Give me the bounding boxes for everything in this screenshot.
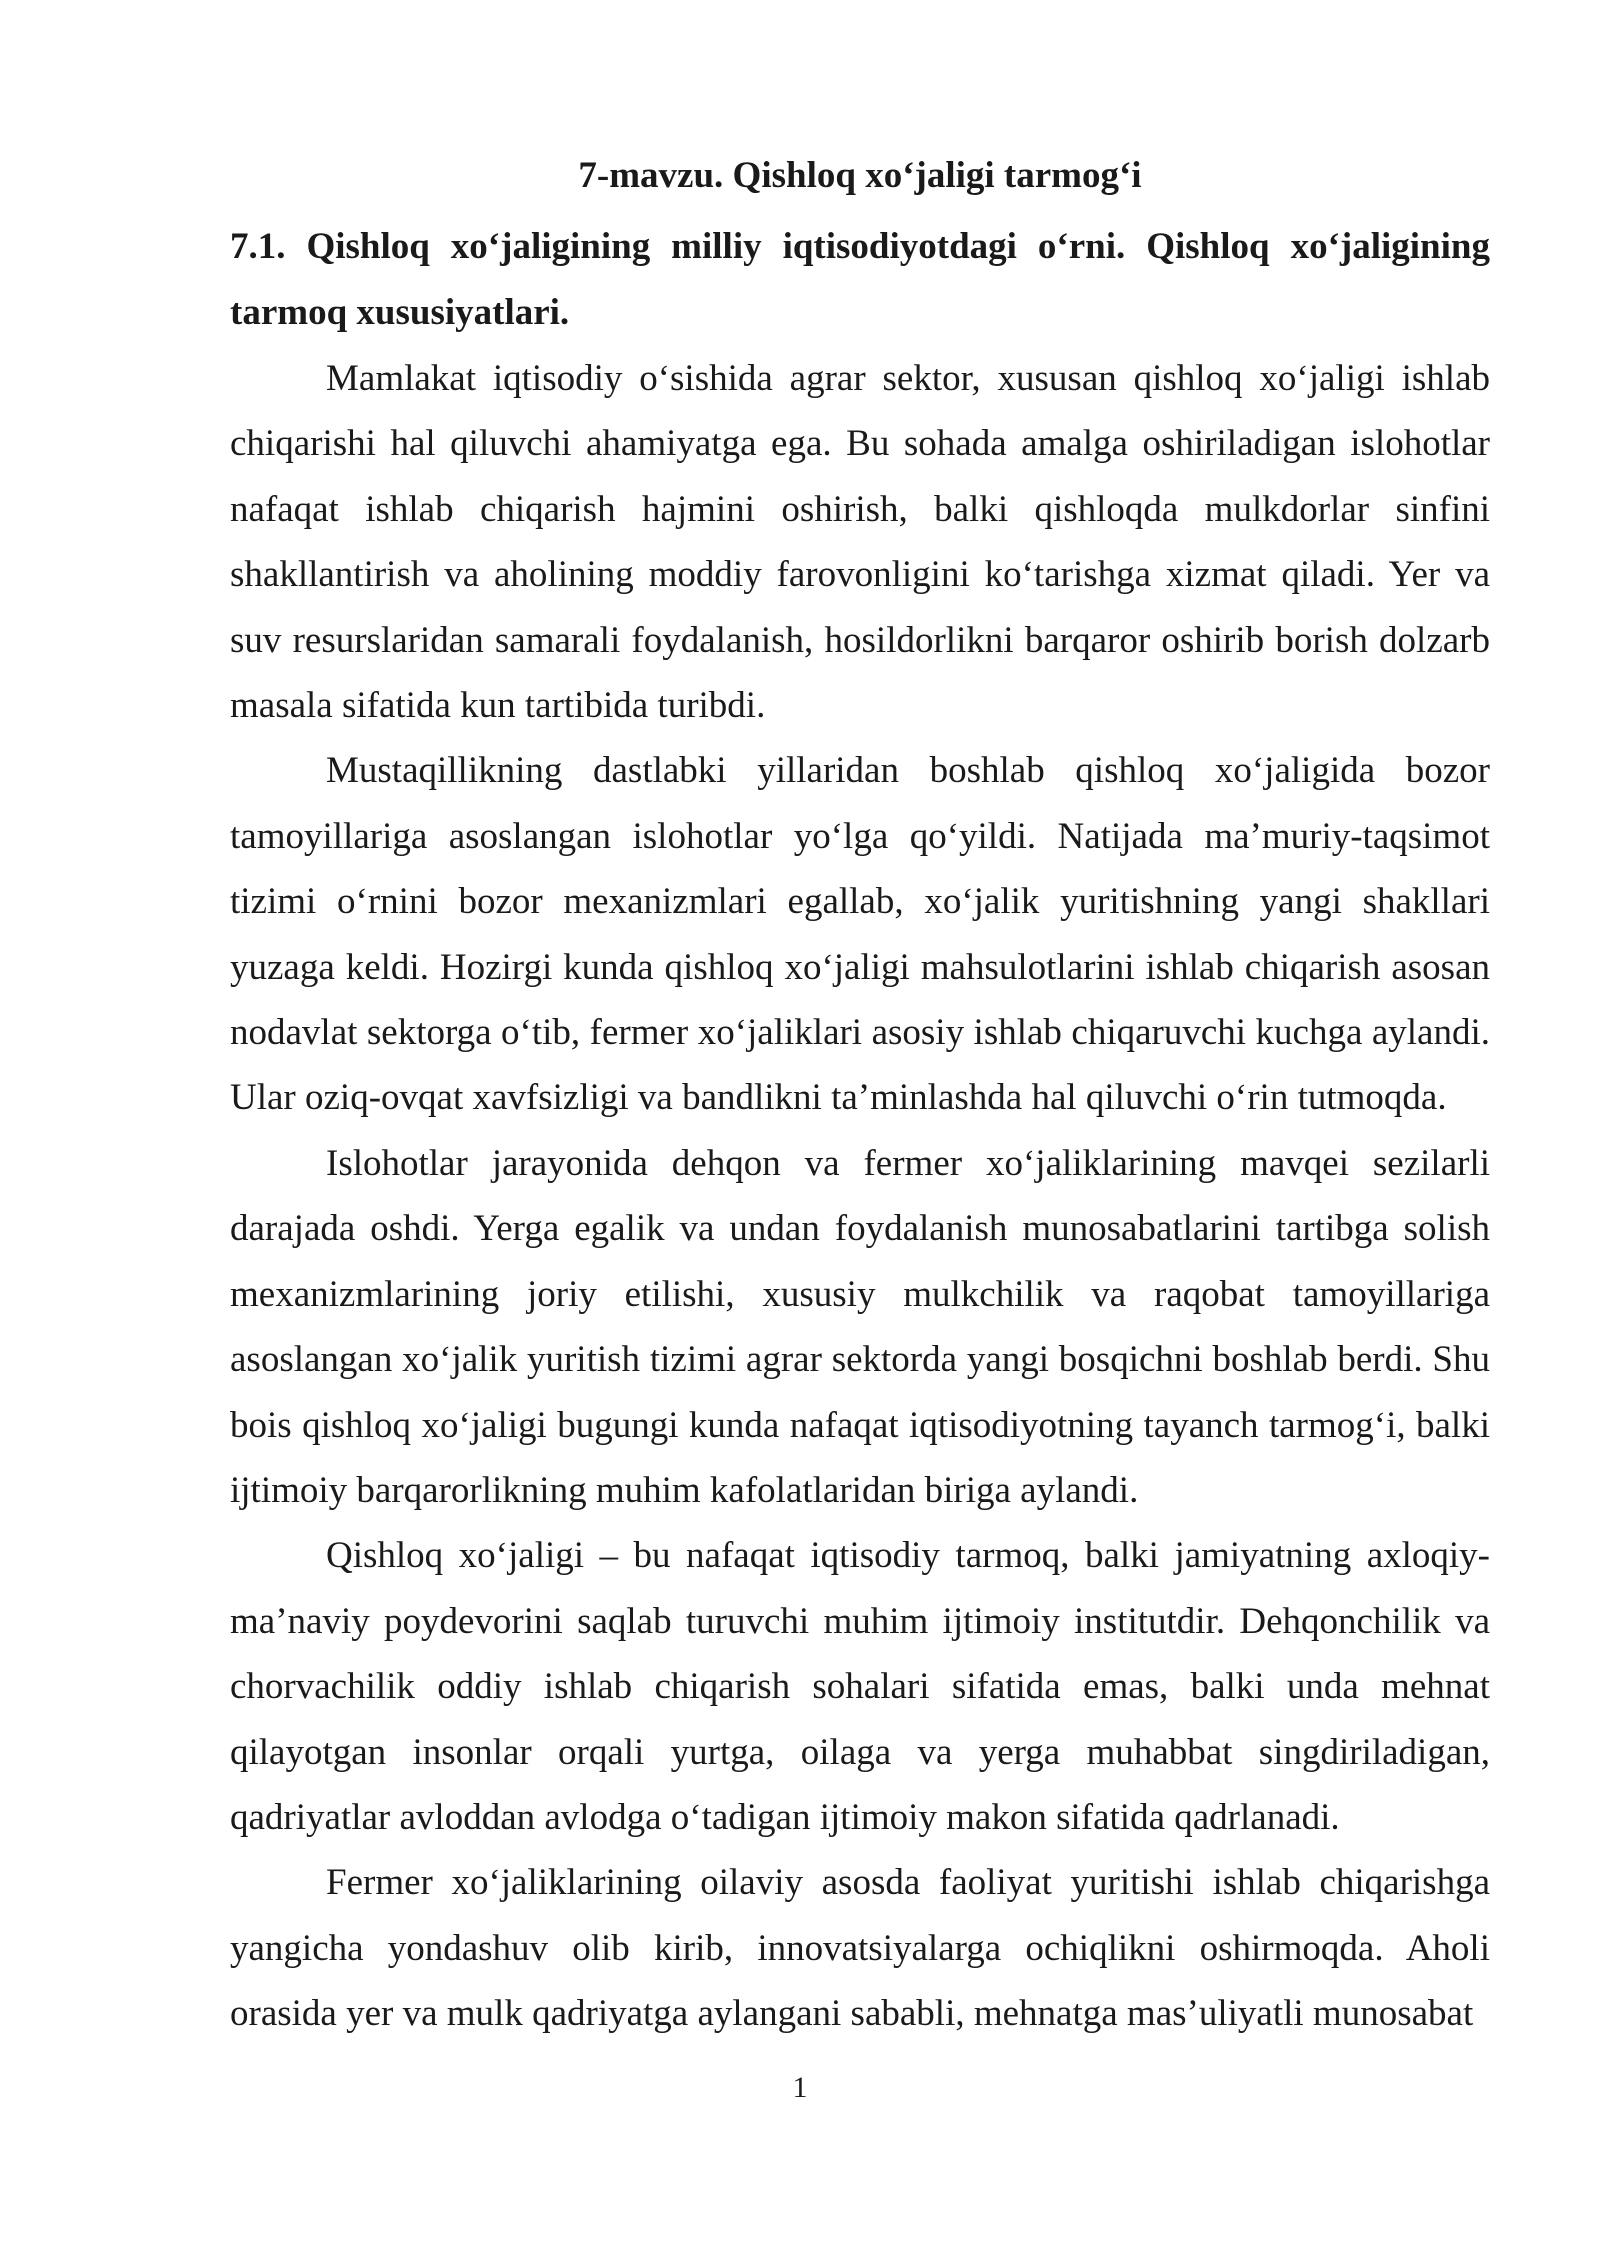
document-page [230, 148, 1490, 2047]
paragraph-3: Islohotlar jarayonida dehqon va fermer xo‘jaliklarining mavqei sezilarli darajada oshdi. Yerga egalik va undan foydalanish munosabatlarini tartibga solish mexanizmlarining joriy etilishi, xususiy mulkchilik va raqobat tamoyillariga asoslangan xo‘jalik yuritish tizimi agrar sektorda yangi bosqichni boshlab berdi. Shu bois qishloq xo‘jaligi bugungi kunda nafaqat iqtisodiyotning tayanch tarmog‘i, balki ijtimoiy barqarorlikning muhim kafolatlaridan biriga aylandi. [230, 1142, 1490, 1511]
topic-title: 7-mavzu. Qishloq xo‘jaligi tarmog‘i [578, 155, 1142, 196]
paragraph-2: Mustaqillikning dastlabki yillaridan boshlab qishloq xo‘jaligida bozor tamoyillariga asoslangan islohotlar yo‘lga qo‘yildi. Natijada ma’muriy-taqsimot tizimi o‘rnini bozor mexanizmlari egallab, xo‘jalik yuritishning yangi shakllari yuzaga keldi. Hozirgi kunda qishloq xo‘jaligi mahsulotlarini ishlab chiqarish asosan nodavlat sektorga o‘tib, fermer xo‘jaliklari asosiy ishlab chiqaruvchi kuchga aylandi. Ular oziq-ovqat xavfsizligi va bandlikni ta’minlashda hal qiluvchi o‘rin tutmoqda. [230, 750, 1490, 1119]
paragraph-5: Fermer xo‘jaliklarining oilaviy asosda faoliyat yuritishi ishlab chiqarishga yangicha yondashuv olib kirib, innovatsiyalarga ochiqlikni oshirmoqda. Aholi orasida yer va mulk qadriyatga aylangani sababli, mehnatga mas’uliyatli munosabat [230, 1862, 1490, 2035]
section-title: 7.1. Qishloq xo‘jaligining milliy iqtisodiyotdagi o‘rni. Qishloq xo‘jaligining tarmoq xususiyatlari. [230, 226, 1490, 333]
paragraph-4: Qishloq xo‘jaligi – bu nafaqat iqtisodiy tarmoq, balki jamiyatning axloqiy-ma’naviy poydevorini saqlab turuvchi muhim ijtimoiy institutdir. Dehqonchilik va chorvachilik oddiy ishlab chiqarish sohalari sifatida emas, balki unda mehnat qilayotgan insonlar orqali yurtga, oilaga va yerga muhabbat singdiriladigan, qadriyatlar avloddan avlodga o‘tadigan ijtimoiy makon sifatida qadrlanadi. [230, 1535, 1490, 1838]
page-number: 1 [792, 2071, 808, 2104]
paragraph-1: Mamlakat iqtisodiy o‘sishida agrar sektor, xususan qishloq xo‘jaligi ishlab chiqarishi hal qiluvchi ahamiyatga ega. Bu sohada amalga oshiriladigan islohotlar nafaqat ishlab chiqarish hajmini oshirish, balki qishloqda mulkdorlar sinfini shakllantirish va aholining moddiy farovonligini ko‘tarishga xizmat qiladi. Yer va suv resurslaridan samarali foydalanish, hosildorlikni barqaror oshirib borish dolzarb masala sifatida kun tartibida turibdi. [230, 358, 1490, 727]
